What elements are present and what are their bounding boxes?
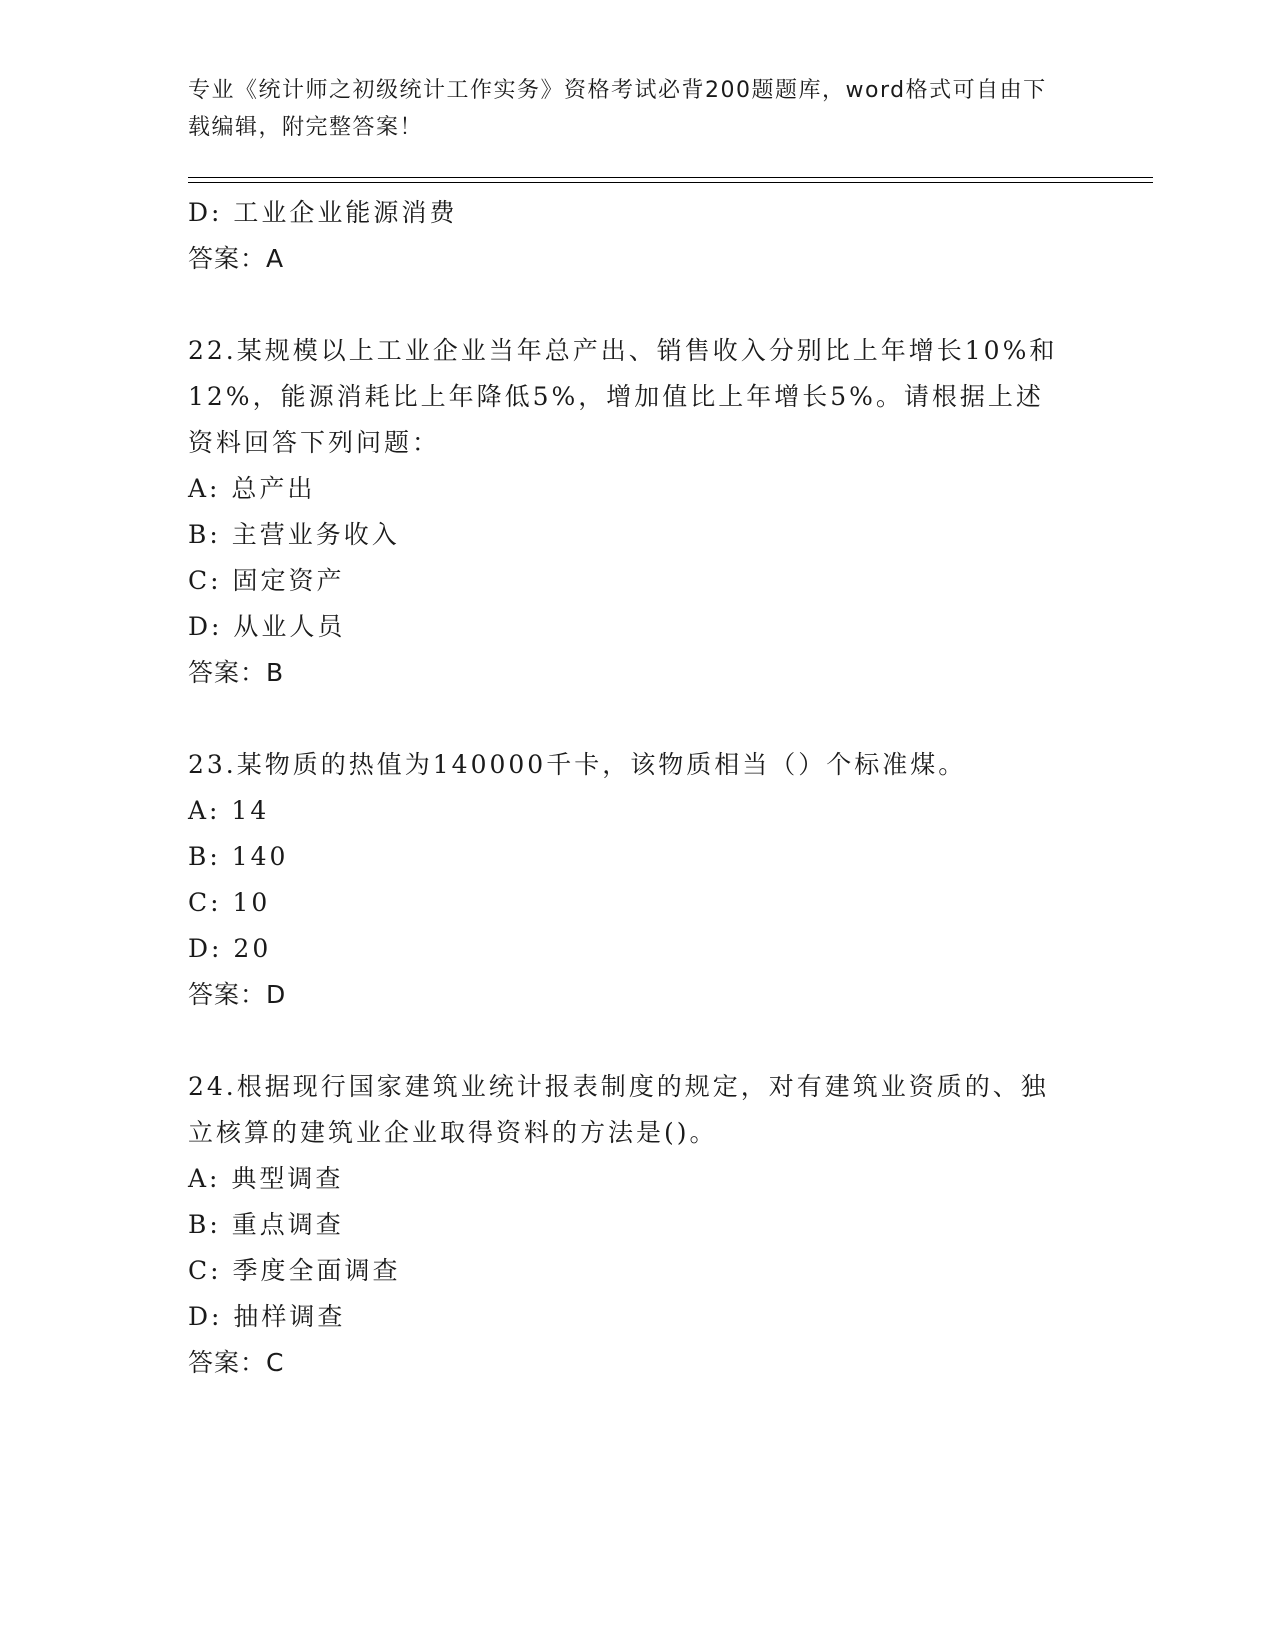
option-a: A: 14 [188, 796, 270, 825]
option-b: B: 重点调查 [188, 1210, 344, 1239]
header-divider-bottom [188, 182, 1153, 183]
answer: 答案：B [188, 658, 285, 687]
option-d: D: 抽样调查 [188, 1302, 346, 1331]
question-text: 23.某物质的热值为140000千卡，该物质相当（）个标准煤。 [188, 750, 967, 779]
question-text: 24.根据现行国家建筑业统计报表制度的规定，对有建筑业资质的、独立核算的建筑业企业取得资料的方法是()。 [188, 1072, 1049, 1147]
document-header: 专业《统计师之初级统计工作实务》资格考试必背200题题库，word格式可自由下载编辑，附完整答案！ [188, 78, 1047, 140]
option-b: B: 主营业务收入 [188, 520, 400, 549]
option-a: A: 典型调查 [188, 1164, 344, 1193]
prev-option-d: D: 工业企业能源消费 [188, 198, 458, 227]
header-divider-top [188, 177, 1153, 178]
option-c: C: 季度全面调查 [188, 1256, 401, 1285]
option-c: C: 固定资产 [188, 566, 345, 595]
question-text: 22.某规模以上工业企业当年总产出、销售收入分别比上年增长10%和12%，能源消耗比上年降低5%，增加值比上年增长5%。请根据上述资料回答下列问题： [188, 336, 1058, 457]
question-list [188, 190, 1088, 1386]
option-c: C: 10 [188, 888, 271, 917]
question-22 [188, 328, 1088, 696]
question-24 [188, 1064, 1088, 1386]
option-b: B: 140 [188, 842, 289, 871]
answer: 答案：C [188, 1348, 285, 1377]
answer: 答案：D [188, 980, 287, 1009]
option-d: D: 从业人员 [188, 612, 346, 641]
option-a: A: 总产出 [188, 474, 316, 503]
prev-answer: 答案：A [188, 244, 285, 273]
question-23 [188, 742, 1088, 1018]
option-d: D: 20 [188, 934, 272, 963]
